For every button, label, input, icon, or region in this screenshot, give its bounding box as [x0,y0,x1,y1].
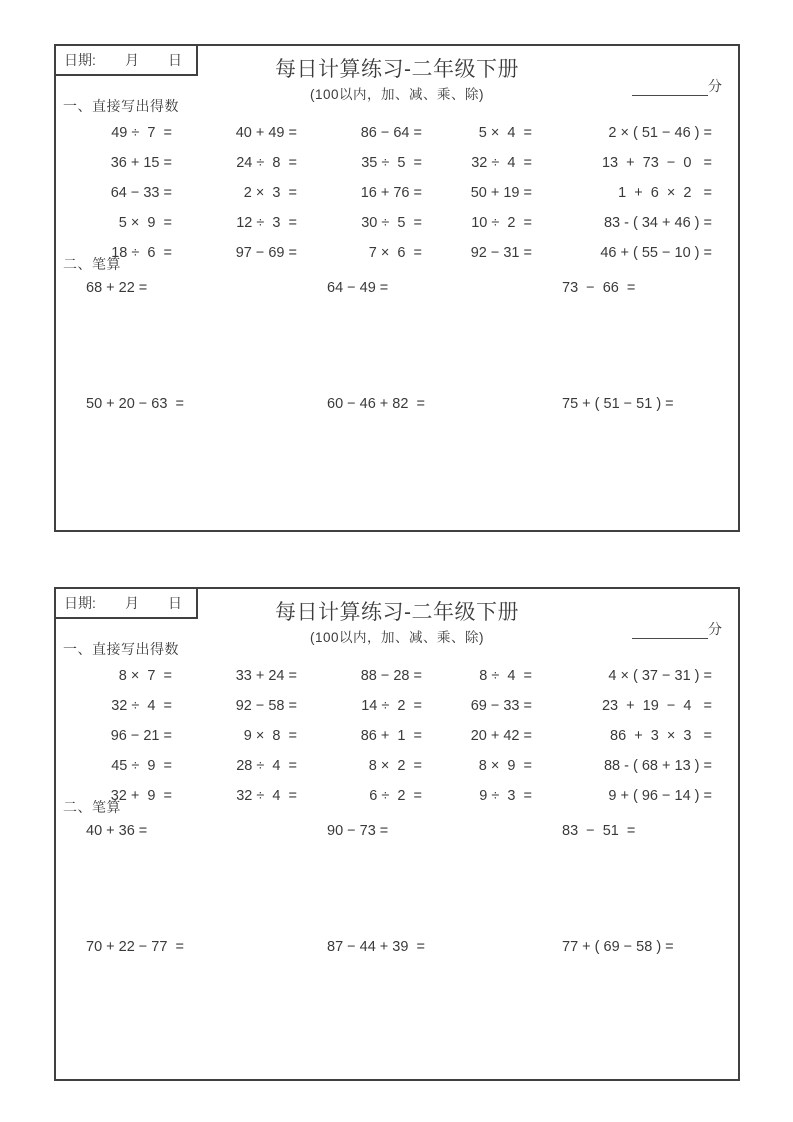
score-blank [632,621,708,639]
problem: 64 − 49 = [327,280,389,296]
problem: 9 + ( 96 − 14 ) = [608,788,712,804]
problem: 86 + 3 × 3 = [610,728,712,744]
written-problems-grid [86,278,728,424]
problem: 92 − 58 = [235,698,297,714]
problem: 33 + 24 = [235,668,297,684]
problem: 68 + 22 = [86,280,148,296]
written-problems-grid [86,821,728,967]
problem: 12 ÷ 3 = [236,215,297,231]
problem: 83 − 51 = [562,823,636,839]
worksheet-panel-1 [54,44,740,532]
section1-heading: 一、直接写出得数 [63,641,179,657]
problem: 32 ÷ 4 = [111,698,172,714]
score-line [632,76,722,96]
problem: 1 + 6 × 2 = [618,185,712,201]
problem: 49 ÷ 7 = [111,125,172,141]
problem: 5 × 9 = [110,215,172,231]
problem: 2 × ( 51 − 46 ) = [608,125,712,141]
problem: 40 + 36 = [86,823,148,839]
problem: 50 + 19 = [470,185,532,201]
problem: 23 + 19 − 4 = [601,698,712,714]
problem: 6 ÷ 2 = [361,788,422,804]
section1-heading: 一、直接写出得数 [63,98,179,114]
problem: 8 × 7 = [110,668,172,684]
problem: 9 ÷ 3 = [471,788,532,804]
problem: 10 ÷ 2 = [471,215,532,231]
problem: 50 + 20 − 63 = [86,396,184,412]
problem: 30 ÷ 5 = [361,215,422,231]
problem: 32 + 9 = [110,788,172,804]
problem: 8 × 9 = [470,758,532,774]
problem: 32 ÷ 4 = [236,788,297,804]
problem: 70 + 22 − 77 = [86,939,184,955]
section2-heading: 二、笔算 [63,799,121,815]
problem: 64 − 33 = [110,185,172,201]
problem: 2 × 3 = [235,185,297,201]
day-label: 日 [167,595,182,611]
problem: 40 + 49 = [235,125,297,141]
worksheet-title: 每日计算练习-二年级下册 [275,601,519,624]
score-unit-label: 分 [708,621,722,637]
problem: 13 + 73 − 0 = [601,155,712,171]
section2-heading: 二、笔算 [63,256,121,272]
problem: 36 + 15 = [110,155,172,171]
problem: 60 − 46 + 82 = [327,396,425,412]
worksheet-subtitle: (100以内，加、减、乘、除) [309,630,484,645]
problem: 7 × 6 = [360,245,422,261]
problem: 96 − 21 = [110,728,172,744]
problem: 4 × ( 37 − 31 ) = [608,668,712,684]
problem: 73 − 66 = [562,280,636,296]
problem: 83 - ( 34 + 46 ) = [603,215,712,231]
problem: 77 + ( 69 − 58 ) = [562,939,674,955]
problem: 69 − 33 = [470,698,532,714]
worksheet-title: 每日计算练习-二年级下册 [275,58,519,81]
problem: 8 × 2 = [360,758,422,774]
problem: 28 ÷ 4 = [236,758,297,774]
problem: 9 × 8 = [235,728,297,744]
problem: 32 ÷ 4 = [471,155,532,171]
date-label: 日期: [64,595,96,611]
problem: 5 × 4 = [470,125,532,141]
problem: 88 - ( 68 + 13 ) = [603,758,712,774]
problem: 45 ÷ 9 = [111,758,172,774]
month-label: 月 [124,52,139,68]
score-unit-label: 分 [708,78,722,94]
problem: 90 − 73 = [327,823,389,839]
problem: 14 ÷ 2 = [361,698,422,714]
worksheet-subtitle: (100以内，加、减、乘、除) [309,87,484,102]
score-line [632,619,722,639]
problem: 8 ÷ 4 = [471,668,532,684]
problem: 35 ÷ 5 = [361,155,422,171]
problem: 92 − 31 = [470,245,532,261]
oral-problems-grid [62,118,712,268]
problem: 87 − 44 + 39 = [327,939,425,955]
problem: 24 ÷ 8 = [236,155,297,171]
problem: 86 − 64 = [360,125,422,141]
day-label: 日 [167,52,182,68]
worksheet-panel-2 [54,587,740,1081]
problem: 86 + 1 = [360,728,422,744]
problem: 75 + ( 51 − 51 ) = [562,396,674,412]
problem: 46 + ( 55 − 10 ) = [600,245,712,261]
oral-problems-grid [62,661,712,811]
problem: 88 − 28 = [360,668,422,684]
date-label: 日期: [64,52,96,68]
problem: 20 + 42 = [470,728,532,744]
problem: 18 ÷ 6 = [111,245,172,261]
month-label: 月 [124,595,139,611]
problem: 16 + 76 = [360,185,422,201]
score-blank [632,78,708,96]
problem: 97 − 69 = [235,245,297,261]
